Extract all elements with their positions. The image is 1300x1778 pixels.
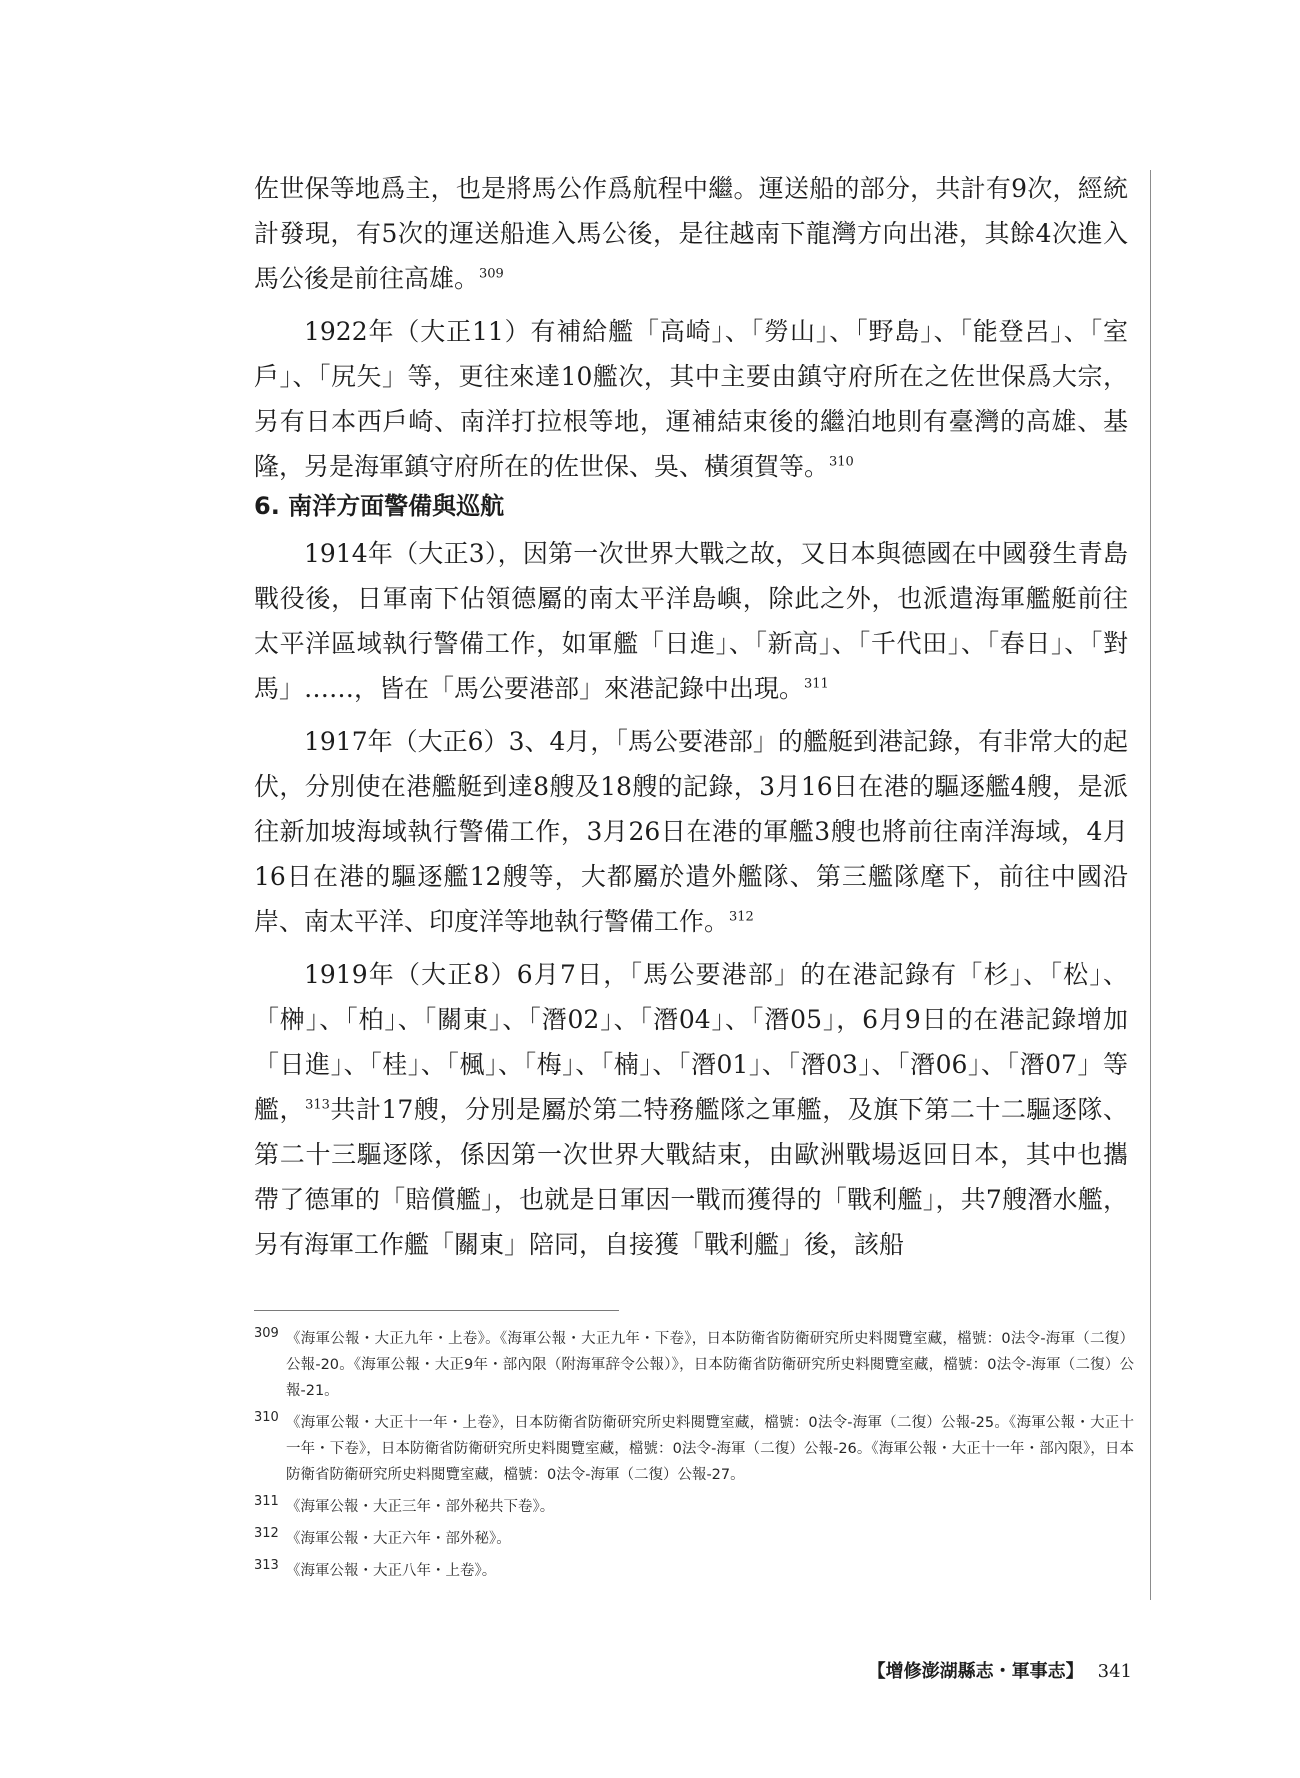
footnote-ref-312[interactable]: 312 — [729, 909, 754, 925]
margin-rule — [1150, 170, 1151, 1600]
footnote-divider — [254, 1310, 619, 1311]
paragraph-3: 1914年（大正3），因第一次世界大戰之故，又日本與德國在中國發生青島戰役後，日軍南下佔領德屬的南太平洋島嶼，除此之外，也派遣海軍艦艇前往太平洋區域執行警備工作，如軍艦「日進」、「新高」、「千代田」、「春日」、「對馬」……，皆在「馬公要港部」來港記錄中出現。$^{311}$ — [254, 539, 1128, 703]
paragraph-1: 佐世保等地爲主，也是將馬公作爲航程中繼。運送船的部分，共計有9次，經統計發現，有5次的運送船進入馬公後，是往越南下龍灣方向出港，其餘4次進入馬公後是前往高雄。$^{309}$ — [254, 174, 1128, 293]
footnote-text: 《海軍公報・大正十一年・上卷》，日本防衛省防衛研究所史料閱覽室藏，檔號：0法令-海軍（二復）公報-25。《海軍公報・大正十一年・下卷》，日本防衛省防衛研究所史料閱覽室藏，檔號：0法令-海軍（二復）公報-26。《海軍公報・大正十一年・部內限》，日本防衛省防衛研究所史料閱覽室藏，檔號：0法令-海軍（二復）公報-27。 — [286, 1415, 1134, 1483]
footnote-309 — [254, 1326, 1134, 1404]
section-body-text — [254, 531, 1128, 1275]
body-text — [254, 166, 1128, 497]
footnote-310 — [254, 1410, 1134, 1488]
footnote-312 — [254, 1526, 1134, 1552]
footnote-text: 《海軍公報・大正九年・上卷》。《海軍公報・大正九年・下卷》，日本防衛省防衛研究所史料閱覽室藏，檔號：0法令-海軍（二復）公報-20。《海軍公報・大正9年・部內限（附海軍辞令公報）》，日本防衛省防衛研究所史料閱覽室藏，檔號：0法令-海軍（二復）公報-21。 — [286, 1331, 1134, 1399]
section-heading: 6. 南洋方面警備與巡航 — [254, 492, 505, 520]
footnote-number: 311 — [254, 1494, 279, 1509]
footnote-ref-309[interactable]: 309 — [479, 266, 504, 282]
footnote-text: 《海軍公報・大正三年・部外秘共下卷》。 — [286, 1499, 555, 1515]
footnote-text: 《海軍公報・大正八年・上卷》。 — [286, 1563, 497, 1579]
footnotes — [254, 1326, 1134, 1590]
footnote-ref-313[interactable]: 313 — [305, 1097, 330, 1113]
footnote-311 — [254, 1494, 1134, 1520]
page-number: 341 — [1097, 1661, 1132, 1682]
footnote-ref-311[interactable]: 311 — [804, 676, 829, 692]
footnote-number: 313 — [254, 1558, 279, 1573]
paragraph-5: 1919年（大正8）6月7日，「馬公要港部」的在港記錄有「杉」、「松」、「榊」、「柏」、「關東」、「潛02」、「潛04」、「潛05」，6月9日的在港記錄增加「日進」、「桂」、「楓」、「梅」、「楠」、「潛01」、「潛03」、「潛06」、「潛07」等艦，$^{313}$共計17艘，分別是屬於第二特務艦隊之軍艦，及旗下第二十二驅逐隊、第二十三驅逐隊，係因第一次世界大戰結束，由歐洲戰場返回日本，其中也攜帶了德軍的「賠償艦」，也就是日軍因一戰而獲得的「戰利艦」，共7艘潛水艦，另有海軍工作艦「關東」陪同，自接獲「戰利艦」後，該船 — [254, 960, 1128, 1259]
footnote-number: 309 — [254, 1326, 279, 1341]
footnote-313 — [254, 1558, 1134, 1584]
book-title: 【增修澎湖縣志・軍事志】 — [867, 1661, 1084, 1682]
footnote-number: 312 — [254, 1526, 279, 1541]
paragraph-4: 1917年（大正6）3、4月，「馬公要港部」的艦艇到港記錄，有非常大的起伏，分別使在港艦艇到達8艘及18艘的記錄，3月16日在港的驅逐艦4艘，是派往新加坡海域執行警備工作，3月26日在港的軍艦3艘也將前往南洋海域，4月16日在港的驅逐艦12艘等，大都屬於遣外艦隊、第三艦隊麾下，前往中國沿岸、南太平洋、印度洋等地執行警備工作。$^{312}$ — [254, 727, 1128, 936]
footnote-number: 310 — [254, 1410, 279, 1425]
footnote-ref-310[interactable]: 310 — [829, 454, 854, 470]
footnote-text: 《海軍公報・大正六年・部外秘》。 — [286, 1531, 511, 1547]
paragraph-2: 1922年（大正11）有補給艦「高崎」、「勞山」、「野島」、「能登呂」、「室戶」、「尻矢」等，更往來達10艦次，其中主要由鎮守府所在之佐世保爲大宗，另有日本西戶崎、南洋打拉根等地，運補結束後的繼泊地則有臺灣的高雄、基隆，另是海軍鎮守府所在的佐世保、吳、橫須賀等。$^{310}$ — [254, 317, 1128, 481]
running-footer — [868, 1657, 1132, 1683]
